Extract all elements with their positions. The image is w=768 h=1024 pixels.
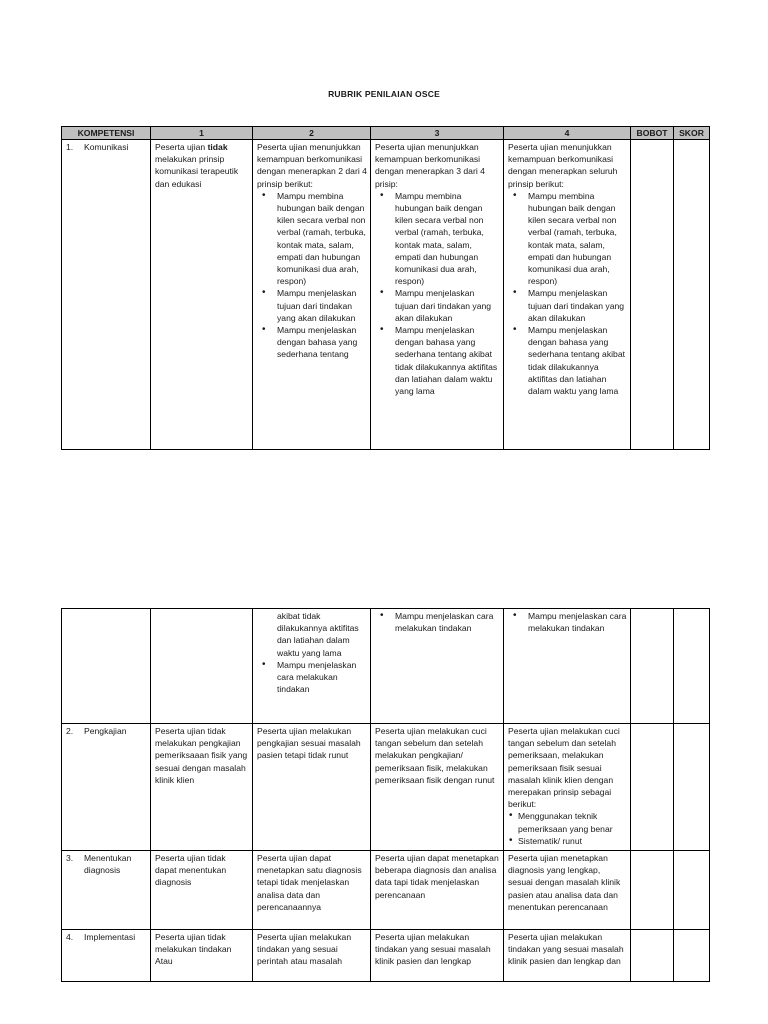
- cell-intro: Peserta ujian menunjukkan kemampuan berkomunikasi dengan menerapkan 3 dari 4 prisip:: [375, 142, 485, 189]
- rubric-table-page2: [61, 608, 710, 982]
- cell-intro: Peserta ujian melakukan cuci tangan sebelum dan setelah pemeriksaan, melakukan pemeriksaan fisik sesuai masalah klinik klien dengan merepakan prinsip sebagai berikut:: [508, 726, 620, 810]
- score-2-cell: [253, 140, 371, 450]
- bullet-item: • Mampu menjelaskan dengan bahasa yang sederhana tentang: [277, 324, 367, 361]
- score-4-cell: [504, 724, 631, 851]
- row-number: 4.: [66, 932, 74, 942]
- bullet-item: • Mampu menjelaskan cara melakukan tindakan: [277, 659, 367, 696]
- skor-cell: [674, 851, 710, 930]
- header-skor: SKOR: [674, 127, 710, 140]
- bobot-cell: [631, 930, 674, 982]
- kompetensi-label: Implementasi: [84, 932, 136, 942]
- cell-intro: Peserta ujian menunjukkan kemampuan berkomunikasi dengan menerapkan seluruh prinsip berikut:: [508, 142, 618, 189]
- rubric-table-page1: [61, 126, 710, 450]
- bullet-item: • Mampu membina hubungan baik dengan kilen secara verbal non verbal (ramah, terbuka, kontak mata, salam, empati dan hubungan komunikasi dua arah, respon): [395, 190, 500, 288]
- kompetensi-cell: [62, 609, 151, 724]
- bullet-item: • Mampu menjelaskan cara melakukan tindakan: [395, 610, 500, 634]
- bobot-cell: [631, 724, 674, 851]
- bullet-item: • Mampu menjelaskan tujuan dari tindakan yang akan dilakukan: [528, 287, 627, 324]
- score-1-cell: [151, 140, 253, 450]
- cell-text: melakukan prinsip komunikasi terapeutik dan edukasi: [155, 154, 239, 189]
- header-score-2: 2: [253, 127, 371, 140]
- cell-text-bold: tidak: [207, 142, 228, 152]
- score-3-cell: [371, 609, 504, 724]
- skor-cell: [674, 930, 710, 982]
- table-row-implementasi: [62, 930, 710, 982]
- score-4-cell: [504, 609, 631, 724]
- kompetensi-label: Menentukan diagnosis: [84, 853, 132, 876]
- score-3-cell: Peserta ujian melakukan tindakan yang sesuai masalah klinik pasien dan lengkap: [371, 930, 504, 982]
- bullet-item: • Mampu menjelaskan tujuan dari tindakan yang akan dilakukan: [395, 287, 500, 324]
- kompetensi-cell: [62, 140, 151, 450]
- score-4-cell: Peserta ujian menetapkan diagnosis yang lengkap, sesuai dengan masalah klinik pasien atau analisa data dan menentukan perencanaan: [504, 851, 631, 930]
- score-1-cell: Peserta ujian tidak dapat menentukan diagnosis: [151, 851, 253, 930]
- score-2-cell: Peserta ujian melakukan tindakan yang sesuai perintah atau masalah: [253, 930, 371, 982]
- row-number: 2.: [66, 726, 74, 736]
- score-4-cell: Peserta ujian melakukan tindakan yang sesuai masalah klinik pasien dan lengkap dan: [504, 930, 631, 982]
- bullet-item: • Sistematik/ runut: [518, 835, 627, 847]
- score-2-cell: Peserta ujian dapat menetapkan satu diagnosis tetapi tidak menjelaskan analisa data dan perencanaannya: [253, 851, 371, 930]
- cell-intro: Peserta ujian menunjukkan kemampuan berkomunikasi dengan menerapkan 2 dari 4 prinsip berikut:: [257, 142, 367, 189]
- header-score-4: 4: [504, 127, 631, 140]
- row-number: 1.: [66, 142, 74, 152]
- skor-cell: [674, 609, 710, 724]
- bullet-item: • Mampu membina hubungan baik dengan kilen secara verbal non verbal (ramah, terbuka, kontak mata, salam, empati dan hubungan komunikasi dua arah, respon): [277, 190, 367, 288]
- score-1-cell: [151, 609, 253, 724]
- kompetensi-cell: [62, 724, 151, 851]
- bullet-item: • Mampu menjelaskan cara melakukan tindakan: [528, 610, 627, 634]
- bobot-cell: [631, 851, 674, 930]
- row-number: 3.: [66, 853, 74, 863]
- bullet-item: • Mampu membina hubungan baik dengan kilen secara verbal non verbal (ramah, terbuka, kontak mata, salam, empati dan hubungan komunikasi dua arah, respon): [528, 190, 627, 288]
- score-2-cell: Peserta ujian melakukan pengkajian sesuai masalah pasien tetapi tidak runut: [253, 724, 371, 851]
- score-4-cell: [504, 140, 631, 450]
- header-bobot: BOBOT: [631, 127, 674, 140]
- score-3-cell: Peserta ujian melakukan cuci tangan sebelum dan setelah melakukan pengkajian/ pemeriksaan fisik, melakukan pemeriksaan fisik dengan runut: [371, 724, 504, 851]
- document-title: RUBRIK PENILAIAN OSCE: [328, 89, 440, 99]
- score-2-cell: [253, 609, 371, 724]
- skor-cell: [674, 140, 710, 450]
- bobot-cell: [631, 609, 674, 724]
- score-3-cell: Peserta ujian dapat menetapkan beberapa diagnosis dan analisa data tapi tidak menjelaskan perencanaan: [371, 851, 504, 930]
- kompetensi-label: Komunikasi: [84, 142, 129, 152]
- score-1-cell: Peserta ujian tidak melakukan tindakan Atau: [151, 930, 253, 982]
- table-row-continued: [62, 609, 710, 724]
- bullet-item: • Mampu menjelaskan dengan bahasa yang sederhana tentang akibat tidak dilakukannya aktifitas dan latiahan dalam waktu yang lama: [528, 324, 627, 397]
- kompetensi-cell: [62, 930, 151, 982]
- header-row: [62, 127, 710, 140]
- bobot-cell: [631, 140, 674, 450]
- bullet-item: • Menggunakan teknik pemeriksaan yang benar: [518, 810, 627, 834]
- header-score-1: 1: [151, 127, 253, 140]
- skor-cell: [674, 724, 710, 851]
- header-kompetensi: KOMPETENSI: [62, 127, 151, 140]
- table-row-diagnosis: [62, 851, 710, 930]
- cell-text: Peserta ujian: [155, 142, 208, 152]
- header-score-3: 3: [371, 127, 504, 140]
- table-row-komunikasi: [62, 140, 710, 450]
- bullet-item: • Mampu menjelaskan dengan bahasa yang sederhana tentang akibat tidak dilakukannya aktifitas dan latiahan dalam waktu yang lama: [395, 324, 500, 397]
- kompetensi-label: Pengkajian: [84, 726, 127, 736]
- score-3-cell: [371, 140, 504, 450]
- table-row-pengkajian: [62, 724, 710, 851]
- score-1-cell: Peserta ujian tidak melakukan pengkajian pemeriksaaan fisik yang sesuai dengan masalah klinik klien: [151, 724, 253, 851]
- bullet-item: • Mampu menjelaskan tujuan dari tindakan yang akan dilakukan: [277, 287, 367, 324]
- kompetensi-cell: [62, 851, 151, 930]
- cell-text: akibat tidak dilakukannya aktifitas dan latiahan dalam waktu yang lama: [277, 611, 359, 658]
